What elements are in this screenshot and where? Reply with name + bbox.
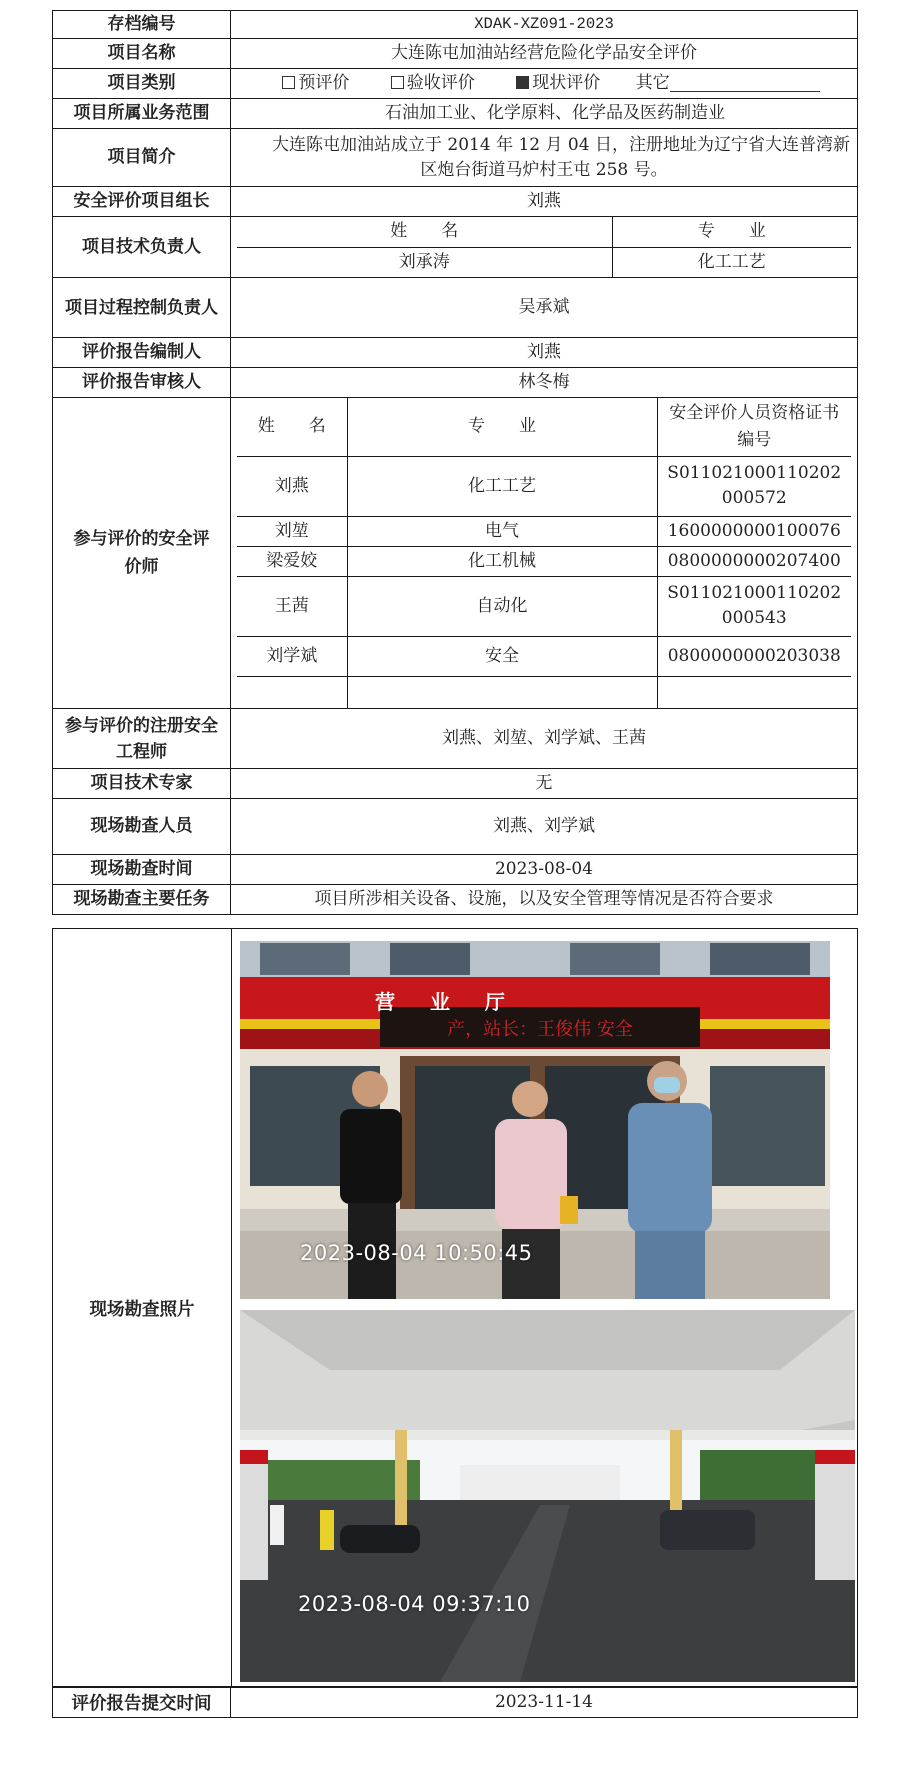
assessor-cert: 1600000000100076 bbox=[657, 516, 851, 546]
assessor-cert: S011021000110202000572 bbox=[657, 456, 851, 516]
project-type-label: 项目类别 bbox=[53, 69, 231, 99]
reviewer-label: 评价报告审核人 bbox=[53, 368, 231, 398]
assessor-cert-header: 安全评价人员资格证书编号 bbox=[657, 398, 851, 456]
project-name-value: 大连陈屯加油站经营危险化学品安全评价 bbox=[231, 39, 858, 69]
intro-value: 大连陈屯加油站成立于 2014 年 12 月 04 日，注册地址为辽宁省大连普湾新区炮台街道马炉村王屯 258 号。 bbox=[231, 129, 858, 187]
scope-label: 项目所属业务范围 bbox=[53, 99, 231, 129]
tech-lead-major-header: 专 业 bbox=[612, 217, 851, 247]
led-sign: 产，站长：王俊伟 安全 bbox=[447, 1019, 633, 1040]
assessor-cert: 0800000000207400 bbox=[657, 546, 851, 576]
survey-staff-value: 刘燕、刘学斌 bbox=[231, 799, 858, 855]
option-acceptance-eval[interactable]: 验收评价 bbox=[391, 71, 475, 96]
assessor-major: 化工工艺 bbox=[347, 456, 657, 516]
survey-time-label: 现场勘查时间 bbox=[53, 855, 231, 885]
survey-time-value: 2023-08-04 bbox=[231, 855, 858, 885]
survey-photos-label: 现场勘查照片 bbox=[53, 929, 232, 1687]
submit-time-value: 2023-11-14 bbox=[231, 1687, 858, 1718]
other-underline bbox=[670, 73, 820, 92]
survey-photo-2 bbox=[240, 1310, 855, 1682]
archive-table bbox=[52, 10, 858, 915]
tech-lead-major: 化工工艺 bbox=[612, 247, 851, 277]
checkbox-checked-icon bbox=[516, 76, 529, 89]
assessor-name: 王茜 bbox=[237, 576, 347, 636]
tech-lead-name: 刘承涛 bbox=[237, 247, 612, 277]
engineers-label: 参与评价的注册安全工程师 bbox=[53, 709, 231, 769]
project-type-options bbox=[231, 69, 858, 99]
engineers-value: 刘燕、刘堃、刘学斌、王茜 bbox=[231, 709, 858, 769]
assessor-name: 刘燕 bbox=[237, 456, 347, 516]
reviewer-value: 林冬梅 bbox=[231, 368, 858, 398]
archive-no-value: XDAK-XZ091-2023 bbox=[231, 11, 858, 39]
option-other: 其它 bbox=[636, 73, 820, 93]
option-status-eval[interactable]: 现状评价 bbox=[516, 71, 600, 96]
submit-time-label: 评价报告提交时间 bbox=[53, 1687, 231, 1718]
option-pre-eval[interactable]: 预评价 bbox=[282, 71, 349, 96]
assessor-name: 梁爱姣 bbox=[237, 546, 347, 576]
assessor-cert: S011021000110202000543 bbox=[657, 576, 851, 636]
table-row bbox=[237, 456, 851, 516]
photo-1-timestamp: 2023-08-04 10:50:45 bbox=[300, 1241, 533, 1265]
table-row bbox=[237, 576, 851, 636]
assessor-major: 自动化 bbox=[347, 576, 657, 636]
team-leader-value: 刘燕 bbox=[231, 187, 858, 217]
project-name-label: 项目名称 bbox=[53, 39, 231, 69]
submit-table bbox=[52, 1686, 858, 1718]
archive-no-label: 存档编号 bbox=[53, 11, 231, 39]
expert-label: 项目技术专家 bbox=[53, 769, 231, 799]
process-control-label: 项目过程控制负责人 bbox=[53, 278, 231, 338]
assessor-name: 刘堃 bbox=[237, 516, 347, 546]
table-row bbox=[237, 516, 851, 546]
table-row bbox=[237, 636, 851, 676]
photo-2-timestamp: 2023-08-04 09:37:10 bbox=[298, 1592, 531, 1616]
tech-lead-name-header: 姓 名 bbox=[237, 217, 612, 247]
expert-value: 无 bbox=[231, 769, 858, 799]
tech-lead-table bbox=[237, 217, 851, 277]
survey-task-label: 现场勘查主要任务 bbox=[53, 885, 231, 915]
compiler-value: 刘燕 bbox=[231, 338, 858, 368]
tech-lead-label: 项目技术负责人 bbox=[53, 217, 231, 278]
assessor-cert: 0800000000203038 bbox=[657, 636, 851, 676]
intro-label: 项目简介 bbox=[53, 129, 231, 187]
assessor-name: 刘学斌 bbox=[237, 636, 347, 676]
assessors-table bbox=[237, 398, 851, 708]
assessor-major: 电气 bbox=[347, 516, 657, 546]
survey-task-value: 项目所涉相关设备、设施，以及安全管理等情况是否符合要求 bbox=[231, 885, 858, 915]
table-row-empty bbox=[237, 676, 851, 708]
assessors-header-row bbox=[237, 398, 851, 456]
gas-station-canopy-photo bbox=[240, 1310, 855, 1682]
assessor-major: 化工机械 bbox=[347, 546, 657, 576]
scope-value: 石油加工业、化学原料、化学品及医药制造业 bbox=[231, 99, 858, 129]
assessor-major: 安全 bbox=[347, 636, 657, 676]
survey-photo-1 bbox=[240, 941, 830, 1299]
checkbox-icon bbox=[391, 76, 404, 89]
checkbox-icon bbox=[282, 76, 295, 89]
team-leader-label: 安全评价项目组长 bbox=[53, 187, 231, 217]
survey-staff-label: 现场勘查人员 bbox=[53, 799, 231, 855]
assessor-name-header: 姓 名 bbox=[237, 398, 347, 456]
compiler-label: 评价报告编制人 bbox=[53, 338, 231, 368]
process-control-value: 吴承斌 bbox=[231, 278, 858, 338]
assessor-major-header: 专 业 bbox=[347, 398, 657, 456]
assessors-label: 参与评价的安全评价师 bbox=[53, 398, 231, 709]
table-row bbox=[237, 546, 851, 576]
survey-photos-section bbox=[52, 928, 858, 1688]
store-sign: 营 业 厅 bbox=[375, 990, 519, 1014]
